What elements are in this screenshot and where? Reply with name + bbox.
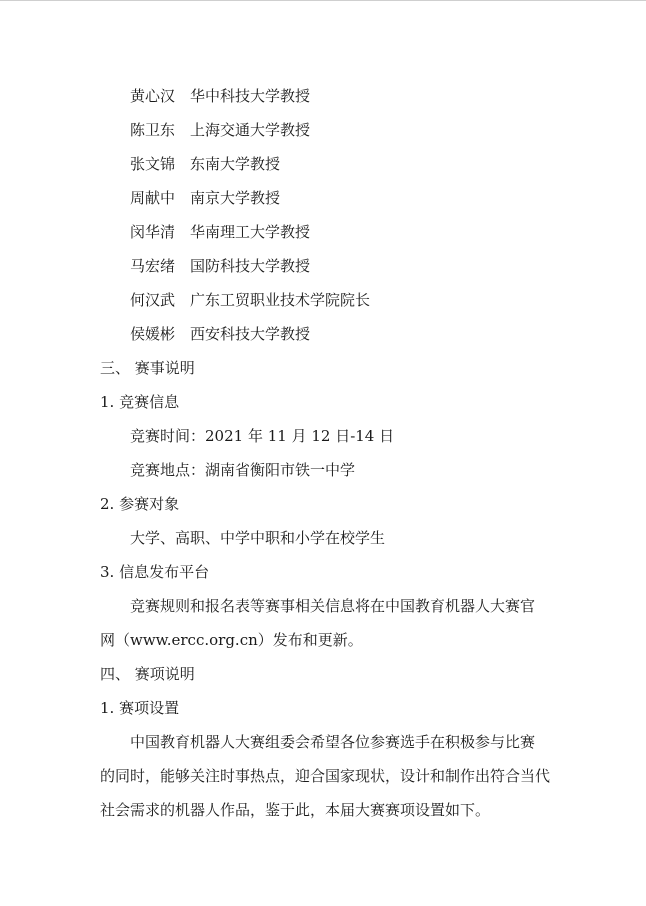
paragraph-line: 社会需求的机器人作品，鉴于此，本届大赛赛项设置如下。 bbox=[100, 801, 491, 819]
member-title: 东南大学教授 bbox=[190, 155, 281, 173]
member-title: 国防科技大学教授 bbox=[190, 257, 311, 275]
subsection-heading: 2. 参赛对象 bbox=[100, 495, 180, 513]
member-name: 黄心汉 bbox=[130, 87, 176, 105]
page-top-border bbox=[0, 0, 646, 1]
section-heading: 四、 赛项说明 bbox=[100, 665, 195, 683]
participants-text: 大学、高职、中学中职和小学在校学生 bbox=[130, 529, 386, 547]
member-title: 华中科技大学教授 bbox=[190, 87, 311, 105]
member-title: 华南理工大学教授 bbox=[190, 223, 311, 241]
member-name: 张文锦 bbox=[130, 155, 176, 173]
member-name: 闵华清 bbox=[130, 223, 176, 241]
subsection-heading: 3. 信息发布平台 bbox=[100, 563, 210, 581]
paragraph-line: 网（www.ercc.org.cn）发布和更新。 bbox=[100, 631, 363, 649]
member-title: 西安科技大学教授 bbox=[190, 325, 311, 343]
section-heading: 三、 赛事说明 bbox=[100, 359, 195, 377]
paragraph-line: 竞赛规则和报名表等赛事相关信息将在中国教育机器人大赛官 bbox=[130, 597, 536, 615]
member-title: 上海交通大学教授 bbox=[190, 121, 311, 139]
subsection-heading: 1. 竞赛信息 bbox=[100, 393, 180, 411]
competition-place: 竞赛地点：湖南省衡阳市铁一中学 bbox=[130, 461, 356, 479]
member-name: 周献中 bbox=[130, 189, 176, 207]
member-name: 马宏绪 bbox=[130, 257, 176, 275]
paragraph-line: 中国教育机器人大赛组委会希望各位参赛选手在积极参与比赛 bbox=[130, 733, 536, 751]
member-name: 何汉武 bbox=[130, 291, 176, 309]
paragraph-line: 的同时，能够关注时事热点，迎合国家现状，设计和制作出符合当代 bbox=[100, 767, 551, 785]
member-title: 广东工贸职业技术学院院长 bbox=[190, 291, 371, 309]
subsection-heading: 1. 赛项设置 bbox=[100, 699, 180, 717]
member-title: 南京大学教授 bbox=[190, 189, 281, 207]
competition-time: 竞赛时间：2021 年 11 月 12 日-14 日 bbox=[130, 427, 395, 445]
member-name: 侯媛彬 bbox=[130, 325, 176, 343]
member-name: 陈卫东 bbox=[130, 121, 176, 139]
